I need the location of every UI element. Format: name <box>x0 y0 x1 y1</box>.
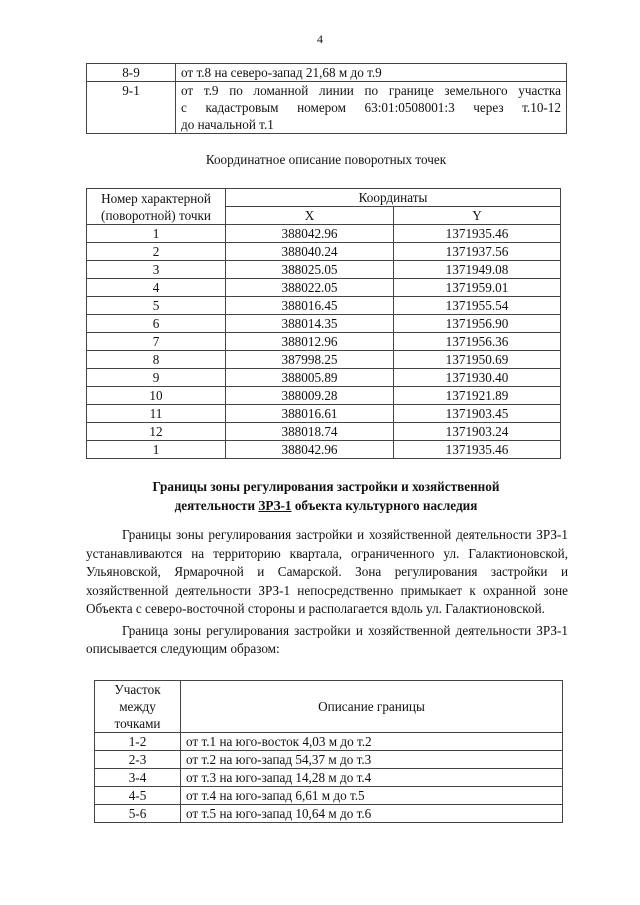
table-row <box>95 733 563 751</box>
table-row <box>95 769 563 787</box>
point-number: 1 <box>87 441 226 459</box>
x-coordinate: 388014.35 <box>226 315 394 333</box>
y-coordinate: 1371930.40 <box>394 369 561 387</box>
header-line: между <box>119 699 156 714</box>
description-cell: от т.3 на юго-запад 14,28 м до т.4 <box>181 769 563 787</box>
description-cell: от т.2 на юго-запад 54,37 м до т.3 <box>181 751 563 769</box>
point-number: 12 <box>87 423 226 441</box>
x-coordinate: 388012.96 <box>226 333 394 351</box>
x-coordinate: 388042.96 <box>226 441 394 459</box>
point-number: 3 <box>87 261 226 279</box>
header-line: Номер характерной <box>101 190 211 206</box>
description-cell: от т.1 на юго-восток 4,03 м до т.2 <box>181 733 563 751</box>
table-row <box>87 441 561 459</box>
point-number: 5 <box>87 297 226 315</box>
boundary-table <box>94 680 563 823</box>
boundary-table-continued <box>86 63 567 134</box>
x-coordinate: 388016.45 <box>226 297 394 315</box>
point-number: 9 <box>87 369 226 387</box>
x-coordinate: 388016.61 <box>226 405 394 423</box>
point-number: 11 <box>87 405 226 423</box>
x-coordinate: 388040.24 <box>226 243 394 261</box>
point-number: 1 <box>87 225 226 243</box>
header-y: Y <box>394 207 561 225</box>
table-row <box>87 261 561 279</box>
point-number: 7 <box>87 333 226 351</box>
table-row <box>95 787 563 805</box>
header-line: Участок <box>114 682 161 697</box>
table-row <box>87 369 561 387</box>
y-coordinate: 1371935.46 <box>394 441 561 459</box>
description-cell: от т.8 на северо-запад 21,68 м до т.9 <box>176 64 567 82</box>
point-number: 4 <box>87 279 226 297</box>
segment-cell: 9-1 <box>87 82 176 134</box>
x-coordinate: 388005.89 <box>226 369 394 387</box>
table-row <box>87 315 561 333</box>
description-cell: от т.4 на юго-запад 6,61 м до т.5 <box>181 787 563 805</box>
segment-cell: 2-3 <box>95 751 181 769</box>
table-row <box>87 405 561 423</box>
header-point <box>87 189 226 225</box>
page-number: 4 <box>317 32 323 46</box>
x-coordinate: 388018.74 <box>226 423 394 441</box>
x-coordinate: 388009.28 <box>226 387 394 405</box>
header-segment <box>95 681 181 733</box>
description-cell: от т.5 на юго-запад 10,64 м до т.6 <box>181 805 563 823</box>
table-row <box>87 279 561 297</box>
paragraph: Границы зоны регулирования застройки и хозяйственной деятельности ЗРЗ-1 устанавливаются на территорию квартала, ограниченного ул. Галактионовской, Ульяновской, Ярмарочной и Самарской. Зона регулирования застройки и хозяйственной деятельности ЗРЗ-1 непосредственно примыкает к охранной зоне Объекта с северо-восточной стороны и располагается вдоль ул. Галактионовской. <box>86 527 568 616</box>
segment-cell: 3-4 <box>95 769 181 787</box>
description-line: с кадастровым номером 63:01:0508001:3 через т.10-12 <box>181 100 561 115</box>
table-row <box>87 243 561 261</box>
table-row <box>87 423 561 441</box>
y-coordinate: 1371903.45 <box>394 405 561 423</box>
table-row <box>87 82 567 134</box>
y-coordinate: 1371959.01 <box>394 279 561 297</box>
header-line: точками <box>114 716 161 731</box>
table-row <box>87 387 561 405</box>
x-coordinate: 388022.05 <box>226 279 394 297</box>
paragraph: Граница зоны регулирования застройки и хозяйственной деятельности ЗРЗ-1 описывается следующим образом: <box>86 622 568 656</box>
table-row <box>95 751 563 769</box>
header-coords: Координаты <box>226 189 561 207</box>
body-text <box>86 526 568 659</box>
x-coordinate: 387998.25 <box>226 351 394 369</box>
y-coordinate: 1371935.46 <box>394 225 561 243</box>
description-line: от т.9 по ломанной линии по границе земельного участка <box>181 83 561 98</box>
y-coordinate: 1371955.54 <box>394 297 561 315</box>
y-coordinate: 1371950.69 <box>394 351 561 369</box>
point-number: 8 <box>87 351 226 369</box>
point-number: 2 <box>87 243 226 261</box>
description-cell <box>176 82 567 134</box>
segment-cell: 4-5 <box>95 787 181 805</box>
description-line: до начальной т.1 <box>181 117 274 132</box>
table-row <box>95 805 563 823</box>
y-coordinate: 1371903.24 <box>394 423 561 441</box>
heading-text: деятельности <box>174 498 259 513</box>
segment-cell: 1-2 <box>95 733 181 751</box>
x-coordinate: 388025.05 <box>226 261 394 279</box>
segment-cell: 5-6 <box>95 805 181 823</box>
heading-text: объекта культурного наследия <box>291 498 478 513</box>
y-coordinate: 1371937.56 <box>394 243 561 261</box>
coords-caption: Координатное описание поворотных точек <box>205 152 447 167</box>
segment-cell: 8-9 <box>87 64 176 82</box>
coords-table <box>86 188 561 459</box>
y-coordinate: 1371956.36 <box>394 333 561 351</box>
table-row <box>87 225 561 243</box>
y-coordinate: 1371956.90 <box>394 315 561 333</box>
section-heading <box>86 477 566 515</box>
header-line: (поворотной) точки <box>101 207 211 223</box>
heading-line <box>86 496 566 515</box>
point-number: 10 <box>87 387 226 405</box>
header-x: X <box>226 207 394 225</box>
point-number: 6 <box>87 315 226 333</box>
zone-code: ЗРЗ-1 <box>258 498 292 513</box>
table-row <box>87 297 561 315</box>
header-description: Описание границы <box>181 681 563 733</box>
heading-line: Границы зоны регулирования застройки и хозяйственной <box>152 479 500 494</box>
x-coordinate: 388042.96 <box>226 225 394 243</box>
table-row <box>87 333 561 351</box>
y-coordinate: 1371949.08 <box>394 261 561 279</box>
y-coordinate: 1371921.89 <box>394 387 561 405</box>
table-row <box>87 64 567 82</box>
table-row <box>87 351 561 369</box>
